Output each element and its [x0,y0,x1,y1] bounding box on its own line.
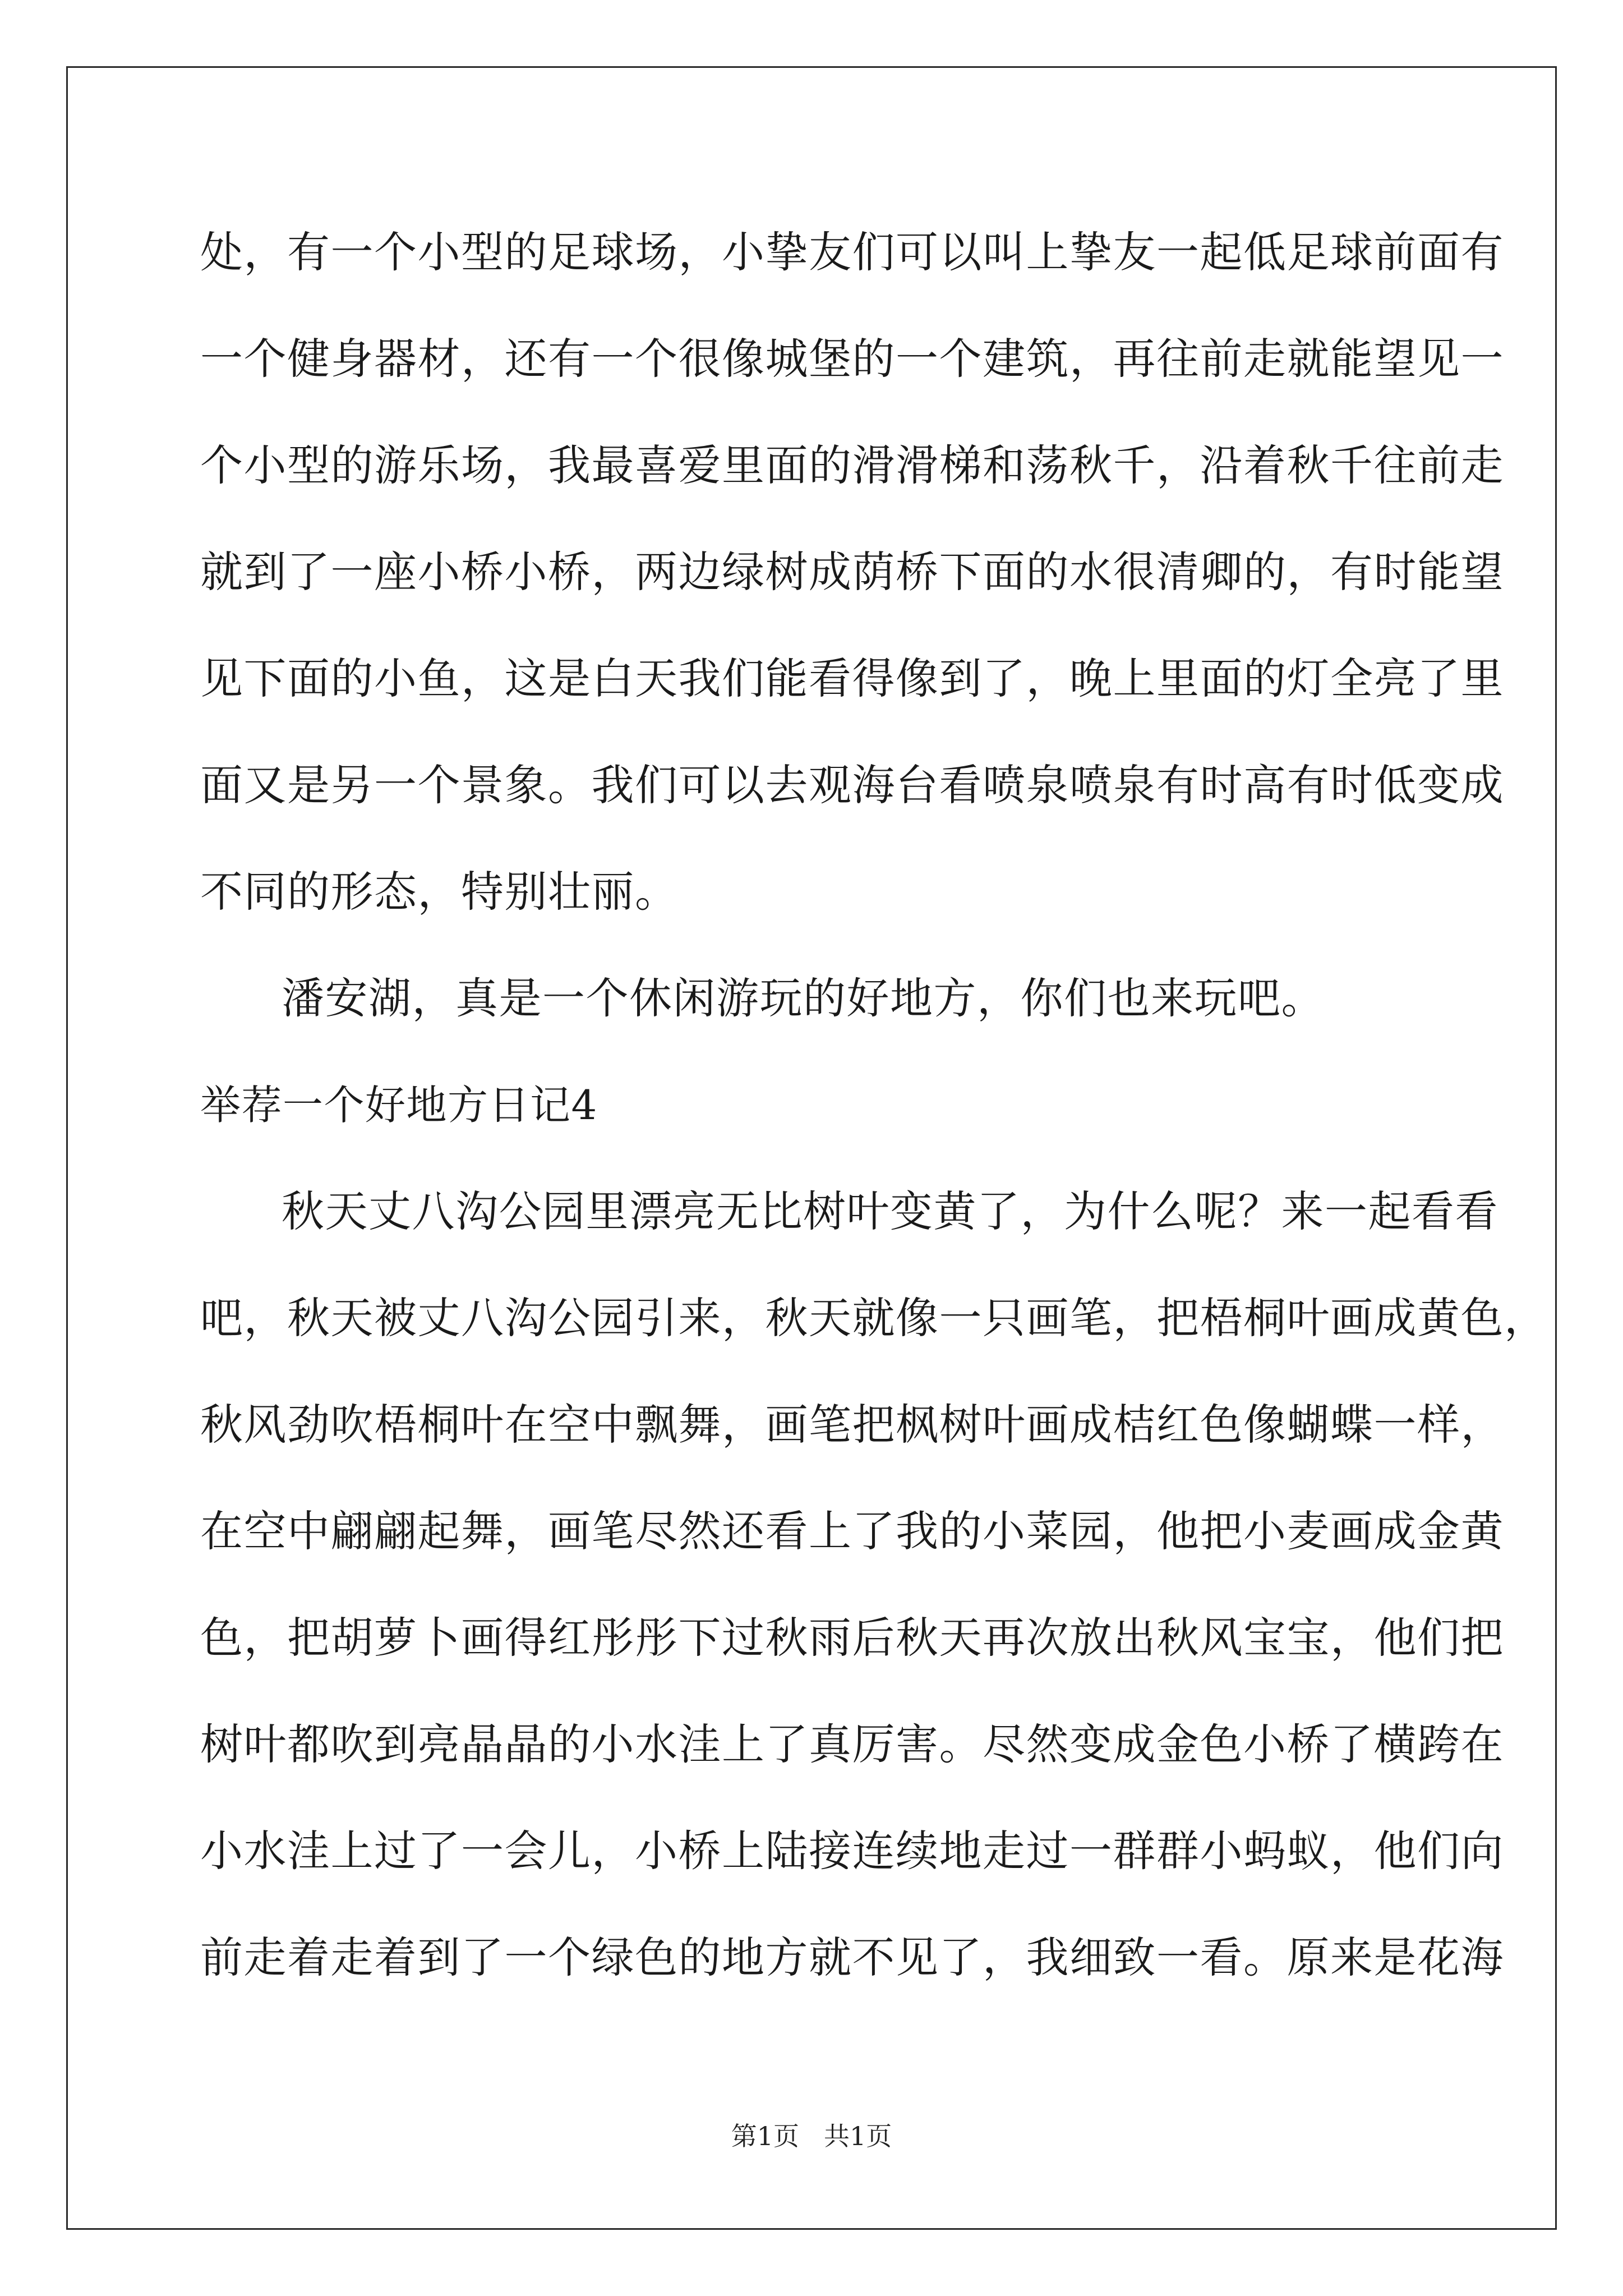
text-line: 色，把胡萝卜画得红彤彤下过秋雨后秋天再次放出秋风宝宝，他们把 [200,1613,1504,1663]
text-line: 见下面的小鱼，这是白天我们能看得像到了，晚上里面的灯全亮了里 [200,654,1504,703]
paragraph-line: 潘安湖，真是一个休闲游玩的好地方，你们也来玩吧。 [282,973,1325,1023]
page-number: 第1页 [731,2121,799,2151]
text-line: 秋风劲吹梧桐叶在空中飘舞，画笔把枫树叶画成桔红色像蝴蝶一样， [200,1400,1504,1450]
page-footer [0,2119,1623,2153]
document-body [200,222,1548,2033]
text-line: 不同的形态，特别壮丽。 [200,867,679,917]
text-line: 吧，秋天被丈八沟公园引来，秋天就像一只画笔，把梧桐叶画成黄色， [200,1293,1548,1343]
text-line: 树叶都吹到亮晶晶的小水洼上了真厉害。尽然变成金色小桥了横跨在 [200,1719,1504,1769]
text-line: 小水洼上过了一会儿，小桥上陆接连续地走过一群群小蚂蚁，他们向 [200,1826,1504,1876]
text-line: 在空中翩翩起舞，画笔尽然还看上了我的小菜园，他把小麦画成金黄 [200,1506,1504,1556]
text-line: 前走着走着到了一个绿色的地方就不见了，我细致一看。原来是花海 [200,1932,1504,1982]
text-line: 一个健身器材，还有一个很像城堡的一个建筑，再往前走就能望见一 [200,334,1504,384]
page-total: 共1页 [824,2121,892,2151]
text-line: 面又是另一个景象。我们可以去观海台看喷泉喷泉有时高有时低变成 [200,760,1504,810]
section-heading: 举荐一个好地方日记4 [200,1082,598,1129]
text-line: 处，有一个小型的足球场，小挚友们可以叫上挚友一起低足球前面有 [200,227,1504,277]
text-line: 个小型的游乐场，我最喜爱里面的滑滑梯和荡秋千，沿着秋千往前走 [200,440,1504,490]
text-line: 就到了一座小桥小桥，两边绿树成荫桥下面的水很清卿的，有时能望 [200,547,1504,597]
paragraph-line: 秋天丈八沟公园里漂亮无比树叶变黄了，为什么呢？来一起看看 [282,1186,1498,1236]
